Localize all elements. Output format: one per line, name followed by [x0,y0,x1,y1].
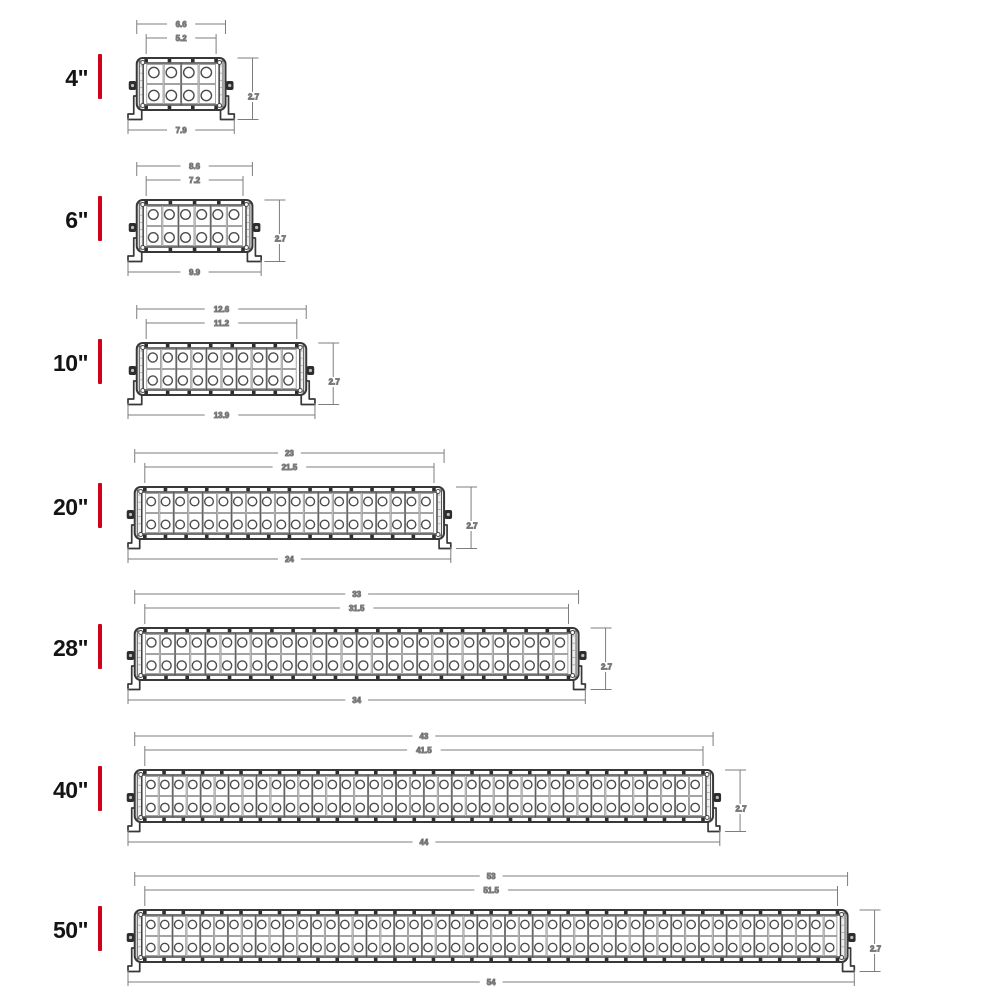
dim-mount-width [128,547,451,564]
dimension-value: 8.6 [189,161,201,171]
corner-screw [141,104,145,108]
dim-mount-width [128,830,720,847]
corner-screw [141,246,145,250]
dimension-value: 54 [486,977,496,987]
dimension-value: 2.7 [466,521,478,531]
size-label: 10" [53,349,88,376]
size-label: 4" [65,64,88,91]
dim-height [264,200,286,262]
dim-mount-width [128,403,315,420]
lightbar-drawing [110,720,970,862]
red-accent-bar [98,906,102,951]
dimension-value: 53 [486,871,496,881]
dim-height [725,770,747,832]
lightbar-drawing [110,437,970,579]
dimension-value: 13.9 [213,410,230,420]
size-row-28in [0,578,1000,720]
dim-mount-width [128,260,261,277]
dim-inner-width [145,604,569,624]
dimension-value: 24 [284,554,294,564]
dimension-value: 9.9 [189,267,201,277]
size-row-50in [0,860,1000,1000]
dimension-value: 44 [419,837,429,847]
dim-height [238,58,260,120]
size-row-6in [0,150,1000,292]
dim-inner-width [146,176,243,196]
corner-screw [298,389,302,393]
corner-screw [840,956,844,960]
led-grid [142,775,706,817]
corner-screw [139,913,143,917]
dimension-value: 43 [419,731,429,741]
corner-screw [244,203,248,207]
size-label: 50" [53,916,88,943]
red-accent-bar [98,339,102,384]
corner-screw [705,816,709,820]
size-label: 20" [53,493,88,520]
size-label: 6" [65,206,88,233]
dimension-value: 5.2 [175,33,187,43]
corner-screw [244,246,248,250]
led-grid [143,205,246,247]
dimension-value: 2.7 [870,944,882,954]
size-row-10in [0,293,1000,435]
dim-mount-width [128,118,234,135]
lightbar-drawing [110,150,970,292]
corner-screw [298,346,302,350]
led-grid [142,633,572,675]
corner-screw [141,203,145,207]
dim-height [456,487,478,549]
dim-outer-width [137,20,226,34]
dimension-value: 23 [284,448,294,458]
corner-screw [139,490,143,494]
dimension-value: 41.5 [416,745,432,755]
lightbar-drawing [110,293,970,435]
led-grid [143,348,300,390]
dimension-value: 2.7 [735,804,747,814]
red-accent-bar [98,483,102,528]
corner-screw [141,389,145,393]
dim-outer-width [135,872,848,886]
size-label: 40" [53,776,88,803]
lightbar-drawing [110,8,970,150]
corner-screw [436,533,440,537]
dimension-value: 2.7 [601,662,613,672]
dimension-value: 21.5 [281,462,298,472]
dim-inner-width [146,34,216,54]
dimension-value: 7.9 [175,125,187,135]
dimension-value: 7.2 [189,175,201,185]
dimension-value: 31.5 [348,603,365,613]
size-row-40in [0,720,1000,862]
dimension-value: 2.7 [247,92,260,102]
corner-screw [705,773,709,777]
corner-screw [571,631,575,635]
dim-mount-width [128,970,854,987]
lightbar-drawing [110,578,970,720]
dim-height [318,343,340,405]
dimension-value: 51.5 [483,885,499,895]
size-row-20in [0,437,1000,579]
dimension-value: 11.2 [213,318,230,328]
corner-screw [139,773,143,777]
dimension-value: 12.6 [213,304,230,314]
red-accent-bar [98,196,102,241]
corner-screw [218,104,222,108]
dim-height [860,910,882,972]
dim-height [591,628,613,690]
dim-inner-width [145,746,703,766]
corner-screw [840,913,844,917]
size-row-4in [0,8,1000,150]
led-grid [142,492,437,534]
dimension-value: 2.7 [274,234,286,244]
corner-screw [139,631,143,635]
corner-screw [141,61,145,65]
corner-screw [218,61,222,65]
dim-mount-width [128,688,585,705]
dimension-value: 33 [352,589,362,599]
lightbar-drawing [110,860,970,1000]
corner-screw [139,956,143,960]
corner-screw [139,674,143,678]
dimension-value: 6.6 [175,19,187,29]
led-grid [142,915,841,957]
dim-inner-width [146,319,297,339]
corner-screw [436,490,440,494]
red-accent-bar [98,624,102,669]
dim-inner-width [145,886,838,906]
dim-outer-width [135,590,579,604]
led-grid [143,63,219,105]
dimension-value: 2.7 [328,377,340,387]
size-label: 28" [53,634,88,661]
corner-screw [139,816,143,820]
dim-outer-width [137,305,306,319]
dimension-value: 34 [352,695,362,705]
corner-screw [571,674,575,678]
dim-outer-width [135,449,444,463]
dim-inner-width [145,463,434,483]
red-accent-bar [98,766,102,811]
corner-screw [141,346,145,350]
dim-outer-width [135,732,713,746]
dim-outer-width [137,162,253,176]
corner-screw [139,533,143,537]
red-accent-bar [98,54,102,99]
